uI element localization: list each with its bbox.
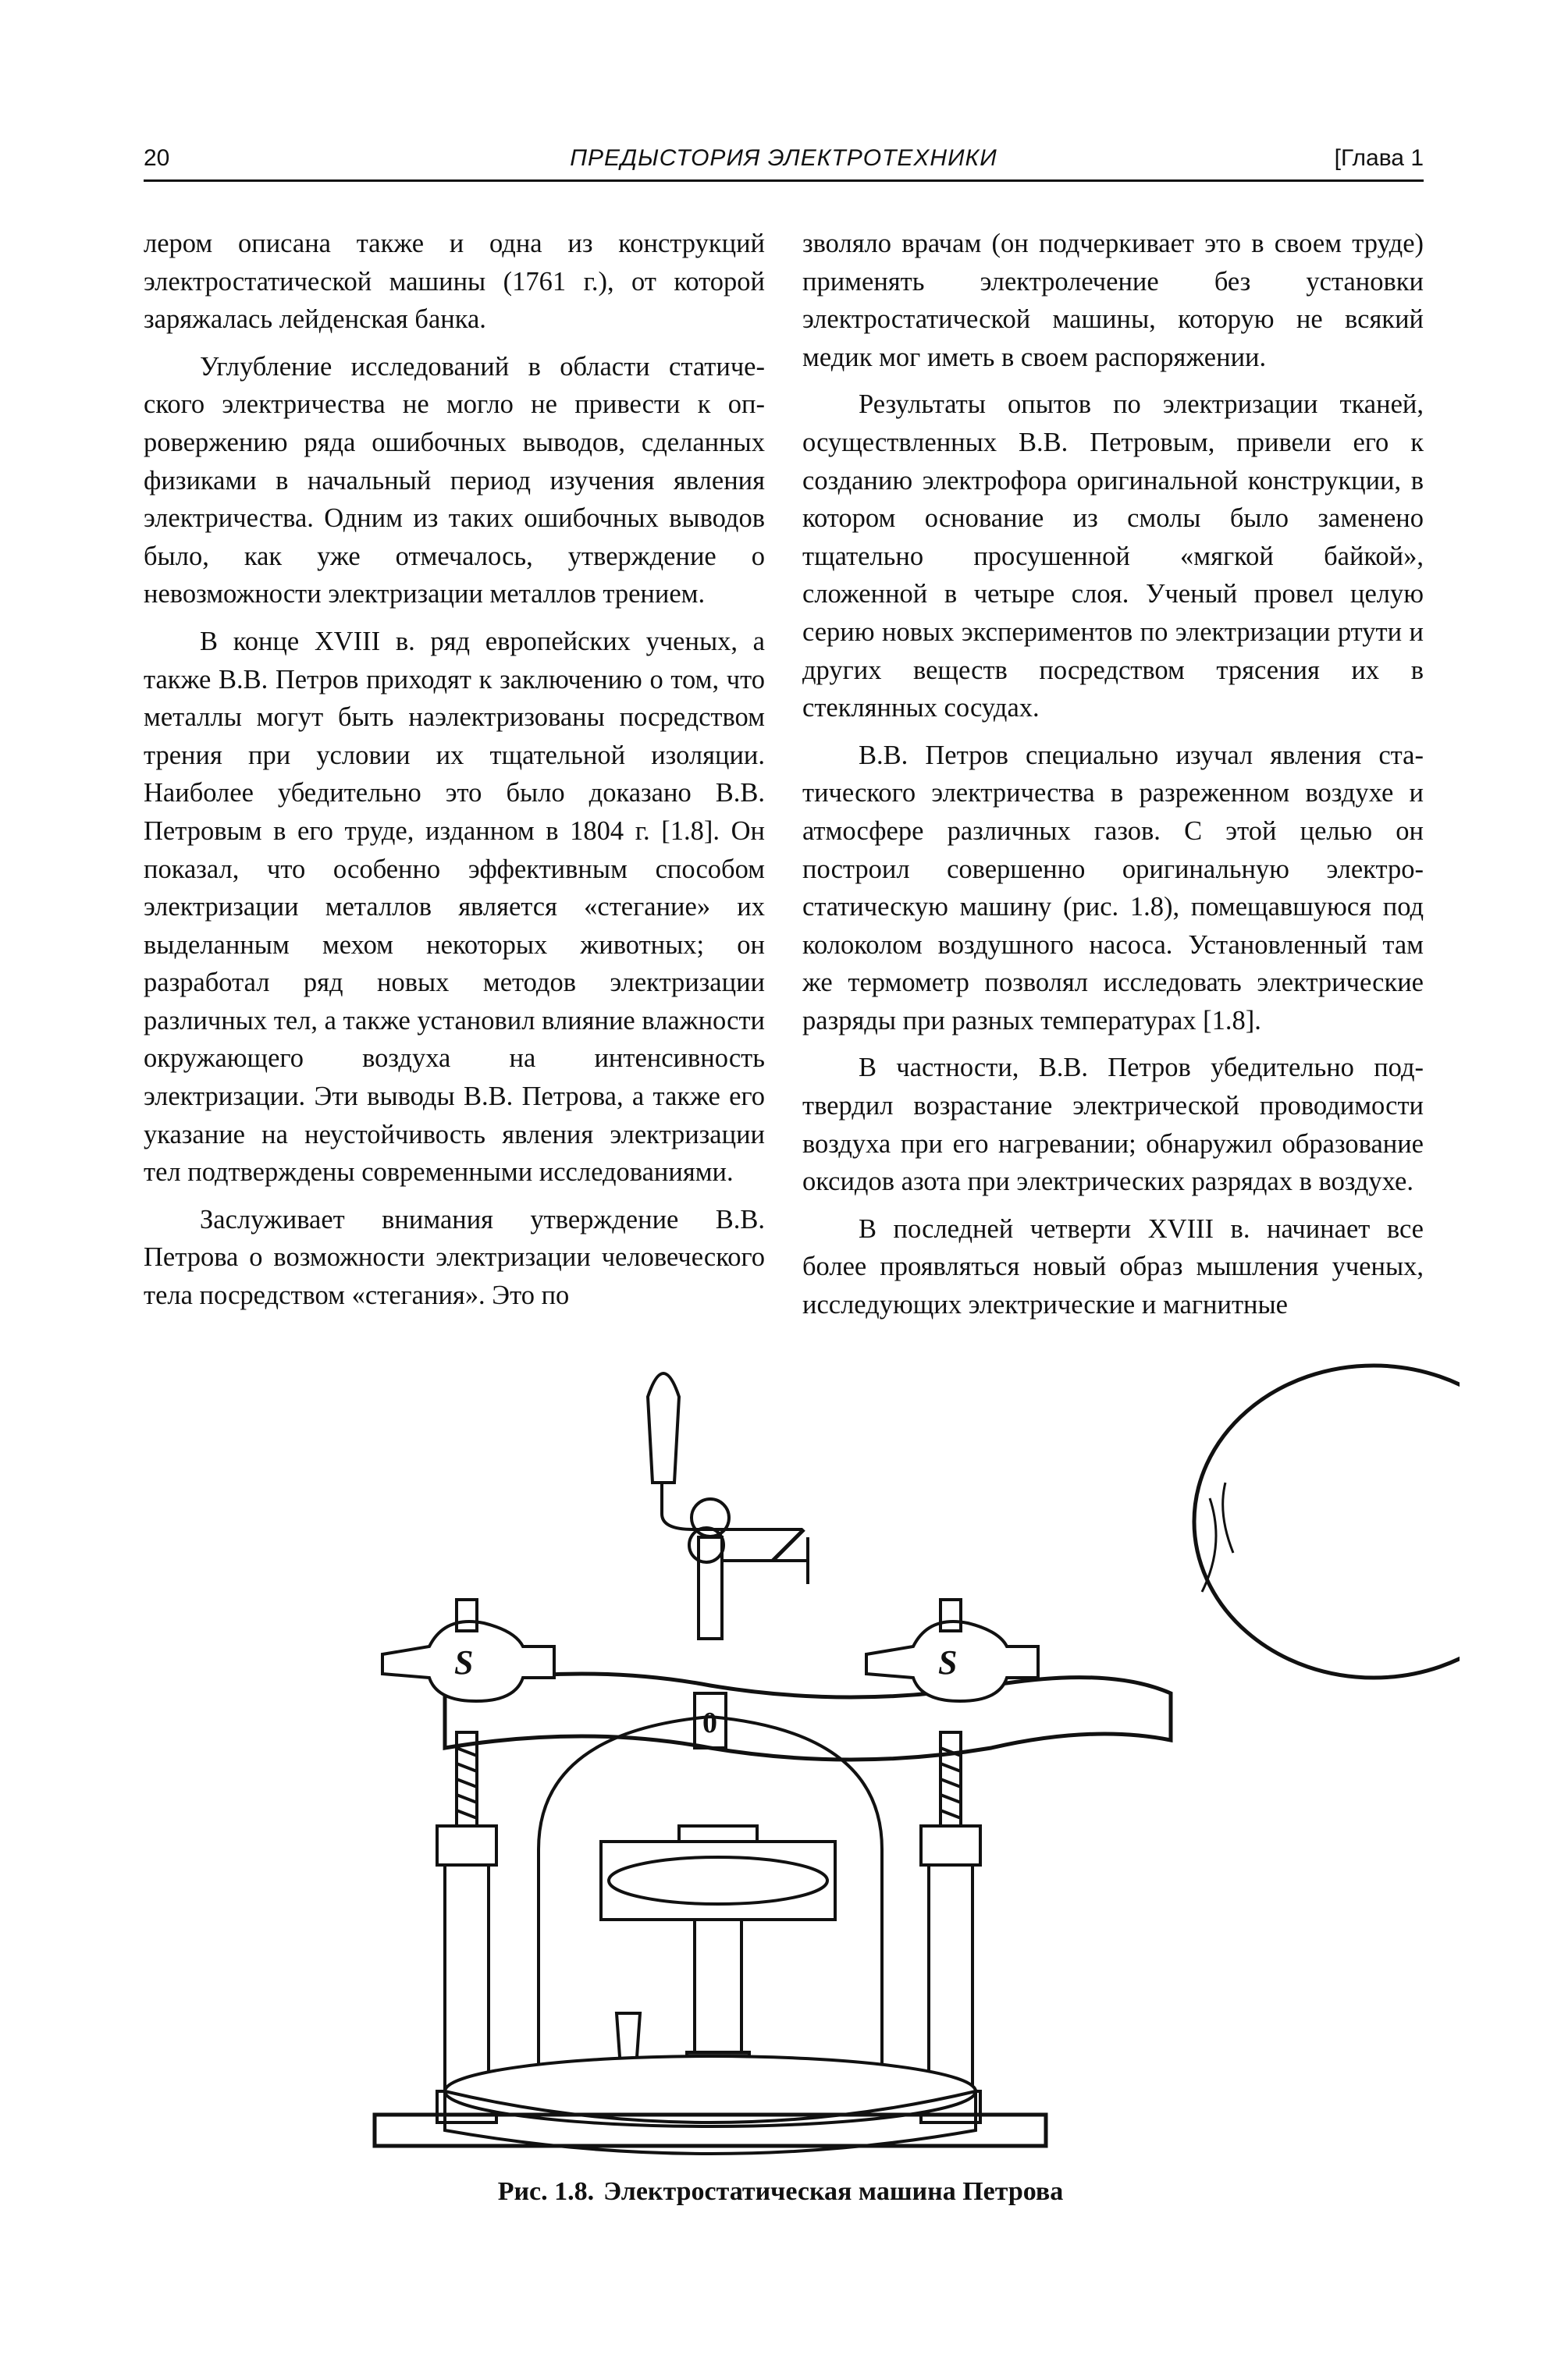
paragraph: лером описана также и одна из конструкций электростатической машины (1761 г.), от которой заряжалась лейденская банка. [144,229,765,335]
scale-label: 0 [702,1707,717,1739]
running-header [144,142,1424,182]
running-title: ПРЕДЫСТОРИЯ ЭЛЕКТРОТЕХНИКИ [570,145,997,171]
paragraph: В частности, В.В. Петров убедительно подтвердил возрастание электрической проводимости воздуха при его нагревании; обнаружил образование оксидов азота при электрических разрядах в воздухе. [802,1053,1424,1197]
paragraph: В.В. Петров специально изучал явления статического электричества в разреженном воздухе и атмосфере различных газов. С этой целью он построил совершенно оригинальную электростатическую машину (рис. 1.8), помещавшуюся под колоколом воздушного насоса. Установленный там же термометр позволял исследовать электрические разряды при разных температурах [1.8]. [802,740,1424,1035]
knob-label: S [938,1643,958,1682]
paragraph: Заслуживает внимания утверждение В.В. Петрова о возможности электризации человеческого тела посредством «стегания». Это по [144,1204,765,1311]
paragraph: В последней четверти XVIII в. начинает все более проявляться новый образ мышления ученых, исследующих электрические и магнитные [802,1213,1424,1320]
electrostatic-machine-figure [367,1342,1460,2162]
knob-label: S [454,1643,474,1682]
glass-globe [1194,1366,1460,1678]
left-column [144,225,765,1324]
paragraph: Углубление исследований в области статического электричества не могло не привести к опровержению ряда ошибочных выводов, сделанных физиками в начальный период изучения явления электричества. Одним из таких ошибочных выводов было, как уже отмечалось, утверждение о невозможности электризации металлов трением. [144,351,765,609]
figure-caption [0,2177,1561,2207]
caption-text: Электростатическая машина Петрова [603,2177,1064,2206]
chapter-label: [Глава 1 [1334,145,1424,171]
paragraph: зволяло врачам (он подчеркивает это в своем труде) применять электролечение без установки электростатической машины, которую не всякий медик мог иметь в своем распоряжении. [802,229,1424,372]
crank-handle [648,1373,679,1483]
paragraph: В конце XVIII в. ряд европейских ученых, а также В.В. Петров приходят к заключению о том, что металлы могут быть наэлектризованы посредством трения при условии их тщательной изоляции. Наиболее убедительно это было доказано В.В. Петровым в его труде, изданном в 1804 г. [1.8]. Он показал, что особенно эффективным способом электризации металлов является «стегание» их выделанным мехом некоторых животных; он разработал ряд новых методов электризации различных тел, а также установил влияние влажности окружающего воздуха на интенсивность электризации. Эти выводы В.В. Петрова, а также его указание на неустойчивость явления электризации тел подтверждены современными исследованиями. [144,626,765,1188]
crossbeam [445,1674,1171,1760]
page-number: 20 [144,145,170,171]
caption-label: Рис. 1.8. [497,2177,595,2206]
paragraph: Результаты опытов по электризации тканей, осуществленных В.В. Петровым, привели его к созданию электрофора оригинальной конструкции, в котором основание из смолы было заменено тщательно просушенной «мягкой байкой», сложенной в четыре слоя. Ученый провел целую серию новых экспериментов по электризации ртути и других веществ посредством трясения их в стеклянных сосудах. [802,389,1424,723]
right-column [802,225,1424,1334]
right-column-pillar [921,1826,980,1865]
left-column-pillar [437,1826,496,1865]
